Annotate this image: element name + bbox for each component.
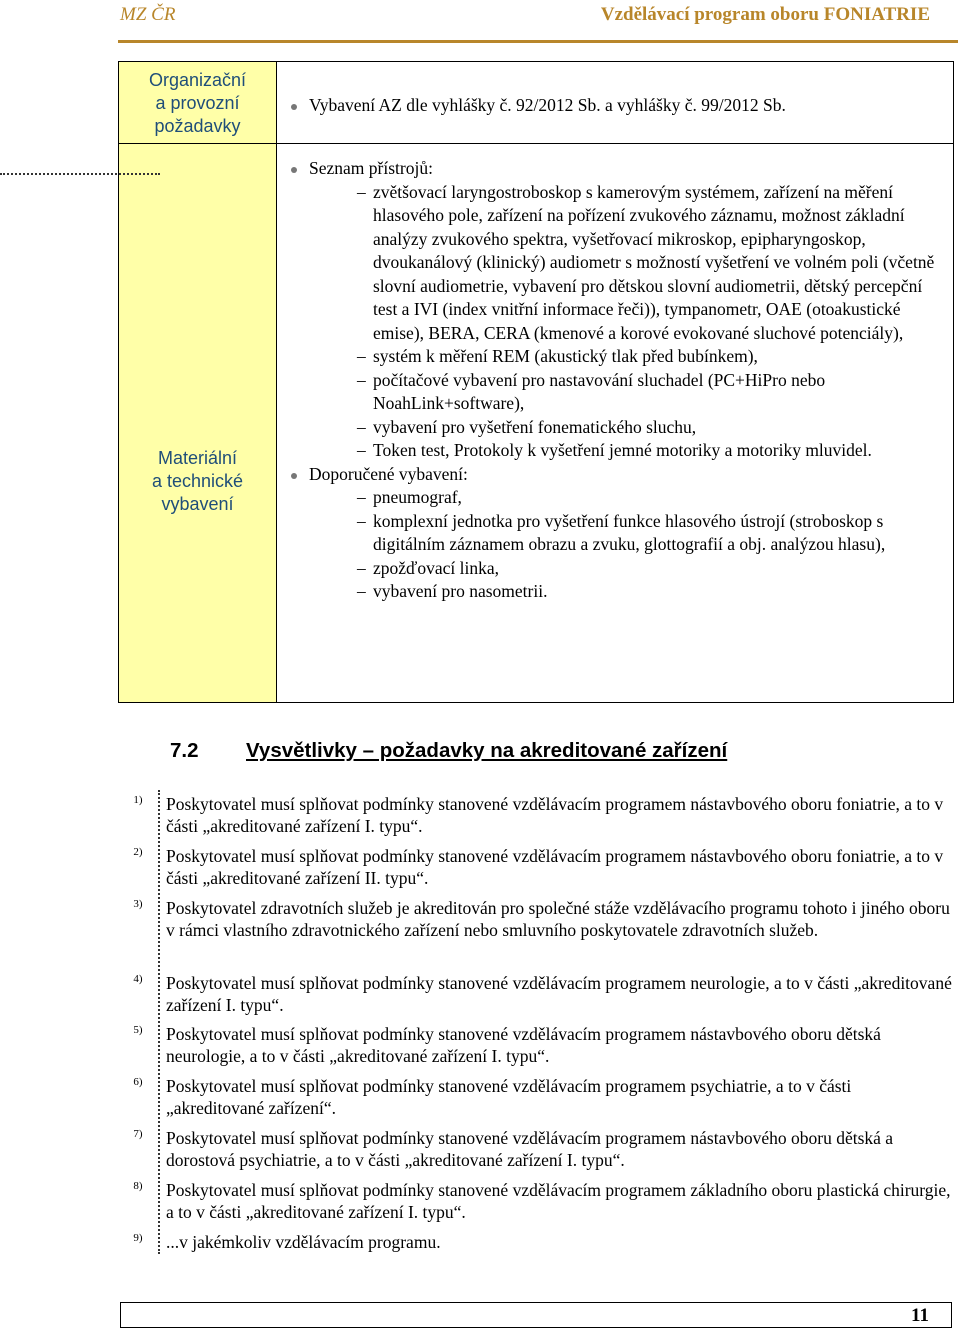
- footnote-number: 9): [133, 1232, 143, 1244]
- footnote-number: 8): [133, 1180, 143, 1192]
- page-number-box: [120, 1302, 952, 1328]
- dash-item: – zvětšovací laryngostroboskop s kamerovým systémem, zařízení na měření hlasového pole, zařízení na pořízení zvukového záznamu, možnost základní analýzy zvukového spektra, vyšetřovací mikroskop, epipharyngoskop, dvoukanálový (klinický) audiometr s možností vyšetření ve volném poli (včetně slovní audiometrie, vybavení pro dětskou slovní audiometrii, dětský percepční test a IVI (index vnitřní informace řeči)), tympanometr, OAE (otoakustické emise), BERA, CERA (kmenové a korové evokované sluchové potenciály),: [279, 181, 947, 346]
- dash-item: – počítačové vybavení pro nastavování sluchadel (PC+HiPro nebo NoahLink+software),: [279, 369, 947, 416]
- footnote-number: 6): [133, 1076, 143, 1088]
- footnote-number: 1): [133, 794, 143, 806]
- footnote-text: Poskytovatel musí splňovat podmínky stanovené vzdělávacím programem nástavbového oboru dětská a dorostová psychiatrie, a to v části „akreditované zařízení I. typu“.: [166, 1128, 894, 1170]
- header-left: MZ ČR: [120, 4, 176, 25]
- header-title: Vzdělávací program oboru FONIATRIE: [600, 4, 930, 25]
- bullet-item: Vybavení AZ dle vyhlášky č. 92/2012 Sb. a vyhlášky č. 99/2012 Sb.: [279, 94, 947, 118]
- footnote-text: Poskytovatel musí splňovat podmínky stanovené vzdělávacím programem nástavbového oboru foniatrie, a to v části „akreditované zařízení I. typu“.: [166, 794, 944, 836]
- organizational-requirements-cell: [279, 94, 947, 118]
- row-separator: [119, 143, 953, 144]
- footnote-number: 3): [133, 898, 143, 910]
- footnote-number: 7): [133, 1128, 143, 1140]
- header-rule: [118, 40, 958, 43]
- footnote-text: Poskytovatel zdravotních služeb je akreditován pro společné stáže vzdělávacího programu tohoto i jiného oboru v rámci vlastního zdravotnického zařízení nebo smluvního poskytovatele zdravotních služeb.: [166, 898, 950, 940]
- row-label-material: Materiální a technické vybavení: [151, 448, 244, 514]
- footnote-text: Poskytovatel musí splňovat podmínky stanovené vzdělávacím programem základního oboru plastická chirurgie, a to v části „akreditované zařízení I. typu“.: [166, 1180, 951, 1222]
- footnote-number: 4): [133, 973, 143, 985]
- footnote-text: Poskytovatel musí splňovat podmínky stanovené vzdělávacím programem psychiatrie, a to v části „akreditované zařízení“.: [166, 1076, 852, 1118]
- row-label-organizational: Organizační a provozní požadavky: [148, 70, 247, 136]
- requirements-table: [118, 61, 954, 703]
- dash-item: – pneumograf,: [279, 486, 947, 510]
- footnote-text: Poskytovatel musí splňovat podmínky stanovené vzdělávacím programem nástavbového oboru dětská neurologie, a to v části „akreditované zařízení I. typu“.: [166, 1024, 881, 1066]
- dash-item: – vybavení pro nasometrii.: [279, 580, 947, 604]
- dash-item: – vybavení pro vyšetření fonematického sluchu,: [279, 416, 947, 440]
- dash-item: – systém k měření REM (akustický tlak před bubínkem),: [279, 345, 947, 369]
- footnote-text: ...v jakémkoliv vzdělávacím programu.: [166, 1232, 441, 1252]
- footnote-text: Poskytovatel musí splňovat podmínky stanovené vzdělávacím programem neurologie, a to v části „akreditované zařízení I. typu“.: [166, 973, 952, 1015]
- material-equipment-cell: [279, 157, 947, 604]
- section-heading: [170, 739, 727, 763]
- dash-item: – komplexní jednotka pro vyšetření funkce hlasového ústrojí (stroboskop s digitálním záznamem obrazu a zvuku, glottografií a obj. analýzou hlasu),: [279, 510, 947, 557]
- section-title: Vysvětlivky – požadavky na akreditované zařízení: [246, 739, 728, 762]
- dash-item: – Token test, Protokoly k vyšetření jemné motoriky a motoriky mluvidel.: [279, 439, 947, 463]
- section-number: 7.2: [170, 739, 199, 762]
- footnote-text: Poskytovatel musí splňovat podmínky stanovené vzdělávacím programem nástavbového oboru foniatrie, a to v části „akreditované zařízení II. typu“.: [166, 846, 944, 888]
- footnote-number: 5): [133, 1024, 143, 1036]
- label-column: [119, 62, 277, 702]
- bullet-item: Doporučené vybavení:: [279, 463, 947, 487]
- dash-item: – zpožďovací linka,: [279, 557, 947, 581]
- dotted-leader: [0, 173, 160, 175]
- page-number: 11: [911, 1305, 929, 1326]
- bullet-item: Seznam přístrojů:: [279, 157, 947, 181]
- footnote-number: 2): [133, 846, 143, 858]
